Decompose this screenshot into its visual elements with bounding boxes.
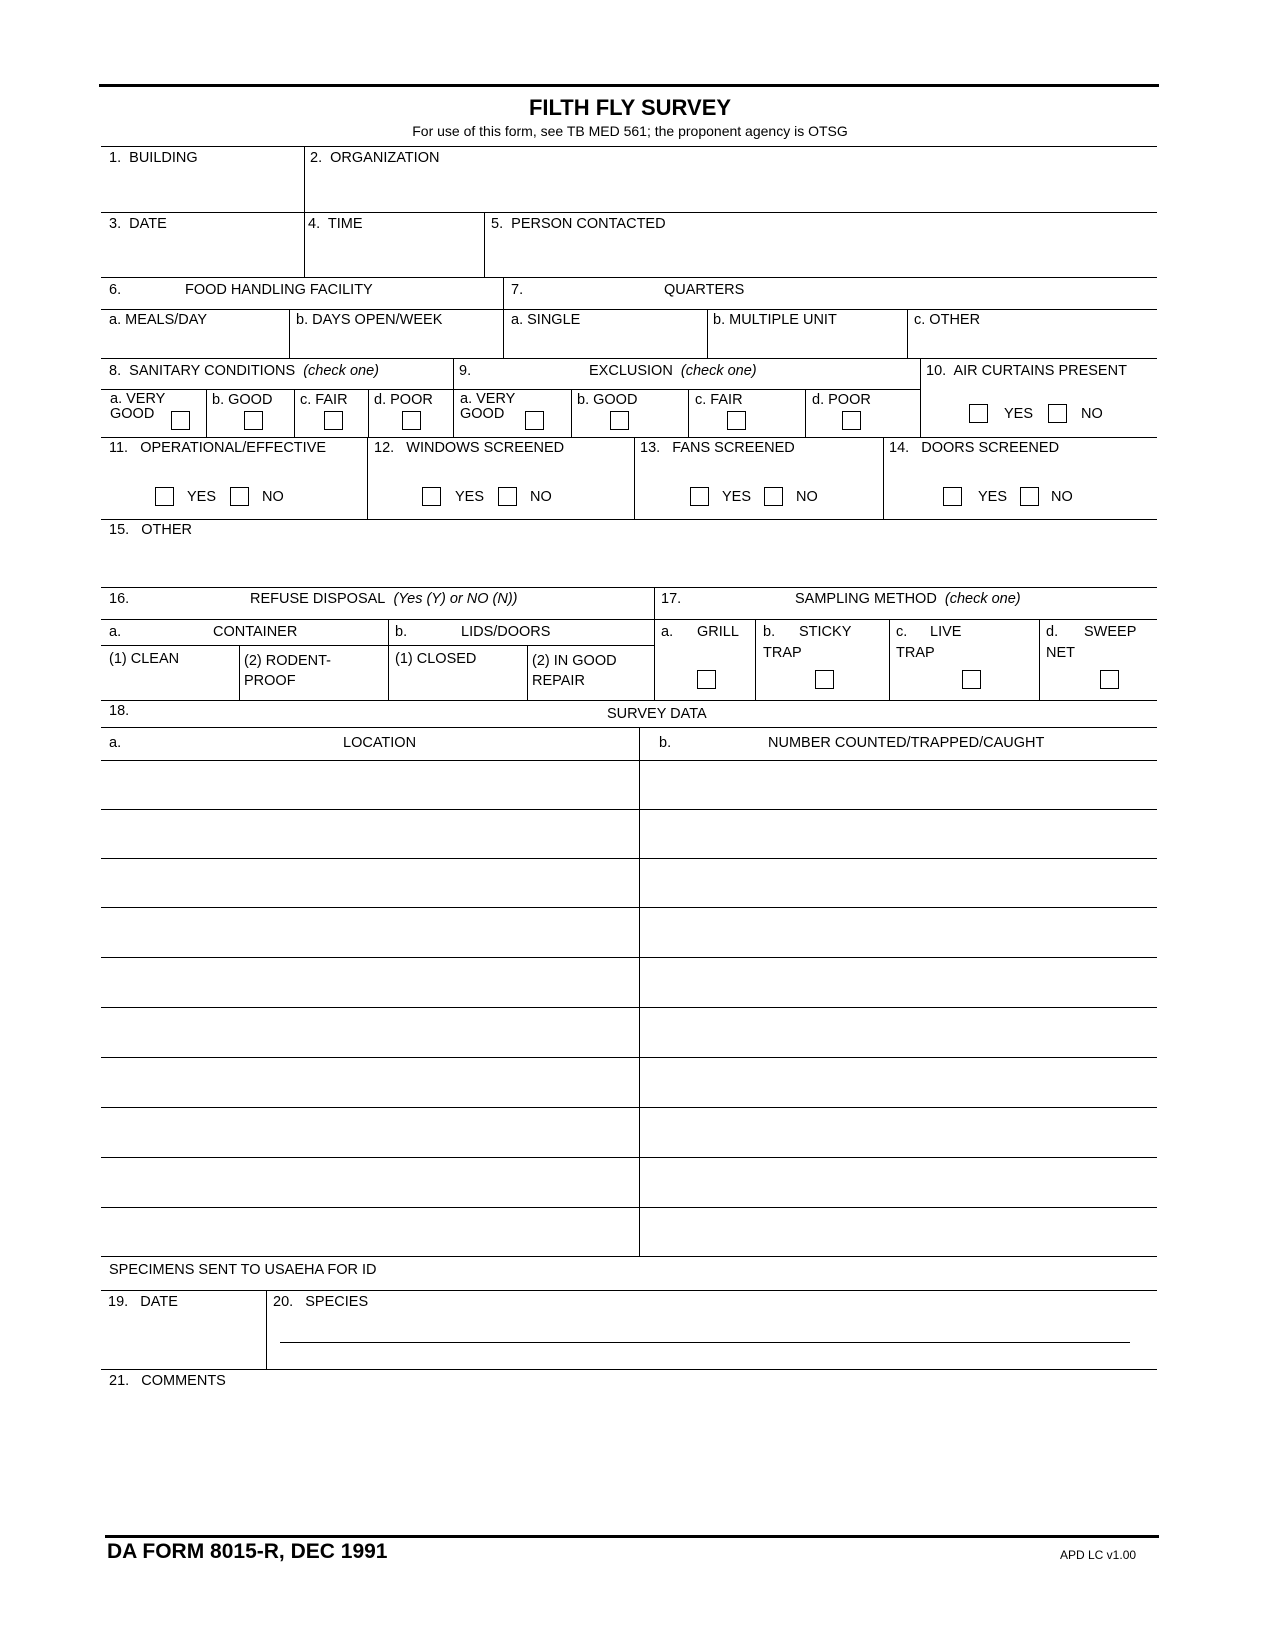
divider (571, 390, 572, 438)
live-trap-label-2: TRAP (896, 645, 935, 661)
quarters-multiple-unit-input[interactable] (711, 330, 904, 356)
field-8-label: 8. SANITARY CONDITIONS (check one) (109, 363, 379, 379)
sanitary-poor-label: d. POOR (374, 392, 433, 408)
sanitary-very-good-checkbox[interactable] (171, 411, 190, 430)
quarters-other-input[interactable] (911, 330, 1156, 356)
field-4-label: 4. TIME (308, 216, 363, 232)
sanitary-very-good-label: a. VERY GOOD (110, 391, 166, 422)
grill-label: GRILL (697, 624, 739, 640)
number-counted-letter: b. (659, 735, 672, 751)
sanitary-fair-label: c. FAIR (300, 392, 348, 408)
divider (527, 646, 528, 700)
divider (101, 619, 1157, 620)
sweep-net-letter: d. (1046, 624, 1059, 640)
divider (101, 309, 1157, 310)
species-input[interactable] (280, 1312, 1130, 1340)
count-input-row[interactable] (643, 1009, 1155, 1055)
divider (101, 519, 1157, 520)
specimens-label: SPECIMENS SENT TO USAEHA FOR ID (109, 1262, 377, 1278)
divider (907, 310, 908, 358)
fans-yes-label: YES (722, 489, 752, 505)
specimens-date-input[interactable] (103, 1312, 263, 1367)
divider (889, 620, 890, 700)
location-input-row[interactable] (103, 860, 636, 905)
other-input[interactable] (103, 540, 1156, 584)
time-input[interactable] (308, 234, 480, 274)
field-19-label: 19. DATE (108, 1294, 178, 1310)
field-16-number: 16. (109, 591, 130, 607)
top-rule (99, 84, 1159, 87)
field-9-label: EXCLUSION (check one) (589, 363, 757, 379)
field-21-label: 21. COMMENTS (109, 1373, 226, 1389)
divider (101, 760, 1157, 761)
exclusion-fair-checkbox[interactable] (727, 411, 746, 430)
air-curtains-no-label: NO (1081, 406, 1103, 422)
windows-no-checkbox[interactable] (498, 487, 517, 506)
count-input-row[interactable] (643, 1209, 1155, 1254)
divider (654, 588, 655, 700)
divider (707, 310, 708, 358)
container-rodent-proof-label: (2) RODENT- PROOF (244, 653, 331, 689)
sticky-trap-label: STICKY (799, 624, 852, 640)
count-input-row[interactable] (643, 762, 1155, 807)
location-letter: a. (109, 735, 122, 751)
field-15-label: 15. OTHER (109, 522, 193, 538)
count-input-row[interactable] (643, 1109, 1155, 1155)
field-6-number: 6. (109, 282, 122, 298)
refuse-lids-doors-label: LIDS/DOORS (461, 624, 551, 640)
quarters-single-label: a. SINGLE (511, 312, 581, 328)
divider (206, 390, 207, 438)
refuse-container-label: CONTAINER (213, 624, 298, 640)
form-number: DA FORM 8015-R, DEC 1991 (107, 1540, 388, 1563)
divider (239, 646, 240, 700)
meals-per-day-label: a. MEALS/DAY (109, 312, 208, 328)
divider (755, 620, 756, 700)
field-6-label: FOOD HANDLING FACILITY (185, 282, 373, 298)
doors-yes-checkbox[interactable] (943, 487, 962, 506)
divider (101, 1256, 1157, 1257)
exclusion-poor-checkbox[interactable] (842, 411, 861, 430)
sanitary-good-label: b. GOOD (212, 392, 273, 408)
number-counted-label: NUMBER COUNTED/TRAPPED/CAUGHT (768, 735, 1045, 751)
divider (101, 727, 1157, 728)
divider (920, 359, 921, 438)
live-trap-letter: c. (896, 624, 908, 640)
divider (368, 390, 369, 438)
divider (101, 277, 1157, 278)
organization-input[interactable] (308, 168, 1156, 210)
divider (101, 1369, 1157, 1370)
table-row-divider (101, 1157, 1157, 1158)
sticky-trap-checkbox[interactable] (815, 670, 834, 689)
location-input-row[interactable] (103, 1109, 636, 1155)
table-row-divider (101, 858, 1157, 859)
field-5-label: 5. PERSON CONTACTED (491, 216, 666, 232)
days-open-week-label: b. DAYS OPEN/WEEK (296, 312, 443, 328)
lids-closed-label: (1) CLOSED (395, 651, 477, 667)
form-subtitle: For use of this form, see TB MED 561; the proponent agency is OTSG (412, 123, 848, 139)
divider (688, 390, 689, 438)
location-input-row[interactable] (103, 1059, 636, 1105)
windows-yes-label: YES (455, 489, 485, 505)
table-row-divider (101, 957, 1157, 958)
quarters-single-input[interactable] (507, 330, 704, 356)
field-18-number: 18. (109, 703, 130, 719)
table-row-divider (101, 1107, 1157, 1108)
sticky-trap-label-2: TRAP (763, 645, 802, 661)
grill-letter: a. (661, 624, 674, 640)
divider (101, 389, 920, 390)
exclusion-good-checkbox[interactable] (610, 411, 629, 430)
operational-yes-label: YES (187, 489, 217, 505)
divider (304, 147, 305, 212)
form-version: APD LC v1.00 (1060, 1548, 1137, 1562)
windows-yes-checkbox[interactable] (422, 487, 441, 506)
field-7-label: QUARTERS (664, 282, 745, 298)
divider (634, 438, 635, 519)
exclusion-very-good-label: a. VERY GOOD (460, 391, 516, 422)
refuse-container-letter: a. (109, 624, 122, 640)
count-input-row[interactable] (643, 860, 1155, 905)
divider (101, 358, 1157, 359)
quarters-multiple-unit-label: b. MULTIPLE UNIT (713, 312, 837, 328)
location-label: LOCATION (343, 735, 417, 751)
days-open-week-input[interactable] (293, 330, 499, 356)
count-input-row[interactable] (643, 1159, 1155, 1205)
divider (294, 390, 295, 438)
field-11-label: 11. OPERATIONAL/EFFECTIVE (109, 440, 327, 456)
field-13-label: 13. FANS SCREENED (640, 440, 795, 456)
divider (304, 213, 305, 277)
sanitary-poor-checkbox[interactable] (402, 411, 421, 430)
operational-no-checkbox[interactable] (230, 487, 249, 506)
divider (367, 438, 368, 519)
location-input-row[interactable] (103, 1209, 636, 1254)
operational-no-label: NO (262, 489, 284, 505)
form-title: FILTH FLY SURVEY (528, 95, 732, 120)
divider (388, 620, 389, 700)
field-1-label: 1. BUILDING (109, 150, 198, 166)
field-3-label: 3. DATE (109, 216, 167, 232)
divider (101, 700, 1157, 701)
divider (266, 1291, 267, 1369)
table-row-divider (101, 809, 1157, 810)
fans-yes-checkbox[interactable] (690, 487, 709, 506)
windows-no-label: NO (530, 489, 552, 505)
field-7-number: 7. (511, 282, 524, 298)
field-20-label: 20. SPECIES (273, 1294, 369, 1310)
field-9-number: 9. (459, 363, 472, 379)
date-input[interactable] (103, 234, 299, 274)
air-curtains-no-checkbox[interactable] (1048, 404, 1067, 423)
live-trap-checkbox[interactable] (962, 670, 981, 689)
air-curtains-yes-checkbox[interactable] (969, 404, 988, 423)
exclusion-good-label: b. GOOD (577, 392, 638, 408)
divider (289, 310, 290, 358)
field-14-label: 14. DOORS SCREENED (889, 440, 1060, 456)
building-input[interactable] (103, 168, 299, 210)
divider (101, 587, 1157, 588)
air-curtains-yes-label: YES (1004, 406, 1034, 422)
field-12-label: 12. WINDOWS SCREENED (374, 440, 565, 456)
location-input-row[interactable] (103, 762, 636, 807)
sanitary-fair-checkbox[interactable] (324, 411, 343, 430)
field-18-label: SURVEY DATA (607, 706, 707, 722)
field-2-label: 2. ORGANIZATION (310, 150, 440, 166)
sanitary-good-checkbox[interactable] (244, 411, 263, 430)
divider (101, 146, 1157, 147)
divider (101, 645, 654, 646)
container-clean-label: (1) CLEAN (109, 651, 180, 667)
field-10-label: 10. AIR CURTAINS PRESENT (926, 363, 1127, 379)
divider (101, 212, 1157, 213)
location-input-row[interactable] (103, 959, 636, 1005)
doors-yes-label: YES (978, 489, 1008, 505)
location-input-row[interactable] (103, 1009, 636, 1055)
operational-yes-checkbox[interactable] (155, 487, 174, 506)
location-input-row[interactable] (103, 1159, 636, 1205)
grill-checkbox[interactable] (697, 670, 716, 689)
species-underline (280, 1342, 1130, 1343)
field-16-label: REFUSE DISPOSAL (Yes (Y) or NO (N)) (250, 591, 518, 607)
refuse-lids-doors-letter: b. (395, 624, 408, 640)
count-input-row[interactable] (643, 959, 1155, 1005)
quarters-other-label: c. OTHER (914, 312, 981, 328)
table-row-divider (101, 1057, 1157, 1058)
count-input-row[interactable] (643, 811, 1155, 856)
sweep-net-checkbox[interactable] (1100, 670, 1119, 689)
divider (883, 438, 884, 519)
exclusion-very-good-checkbox[interactable] (525, 411, 544, 430)
location-input-row[interactable] (103, 811, 636, 856)
live-trap-label: LIVE (930, 624, 962, 640)
count-input-row[interactable] (643, 1059, 1155, 1105)
fans-no-label: NO (796, 489, 818, 505)
exclusion-fair-label: c. FAIR (695, 392, 743, 408)
field-17-number: 17. (661, 591, 682, 607)
comments-input[interactable] (103, 1392, 1156, 1532)
divider (101, 437, 1157, 438)
fans-no-checkbox[interactable] (764, 487, 783, 506)
divider (453, 359, 454, 438)
exclusion-poor-label: d. POOR (812, 392, 871, 408)
divider (503, 278, 504, 358)
table-row-divider (101, 907, 1157, 908)
person-contacted-input[interactable] (488, 234, 1156, 274)
doors-no-checkbox[interactable] (1020, 487, 1039, 506)
table-row-divider (101, 1207, 1157, 1208)
location-input-row[interactable] (103, 909, 636, 955)
divider (805, 390, 806, 438)
doors-no-label: NO (1051, 489, 1073, 505)
lids-good-repair-label: (2) IN GOOD REPAIR (532, 653, 617, 689)
divider (639, 728, 640, 1256)
table-row-divider (101, 1007, 1157, 1008)
sticky-trap-letter: b. (763, 624, 776, 640)
bottom-rule (105, 1535, 1159, 1538)
meals-per-day-input[interactable] (103, 330, 286, 356)
count-input-row[interactable] (643, 909, 1155, 955)
divider (484, 213, 485, 277)
divider (101, 1290, 1157, 1291)
sweep-net-label: SWEEP (1084, 624, 1137, 640)
field-17-label: SAMPLING METHOD (check one) (795, 591, 1021, 607)
sweep-net-label-2: NET (1046, 645, 1075, 661)
divider (1039, 620, 1040, 700)
